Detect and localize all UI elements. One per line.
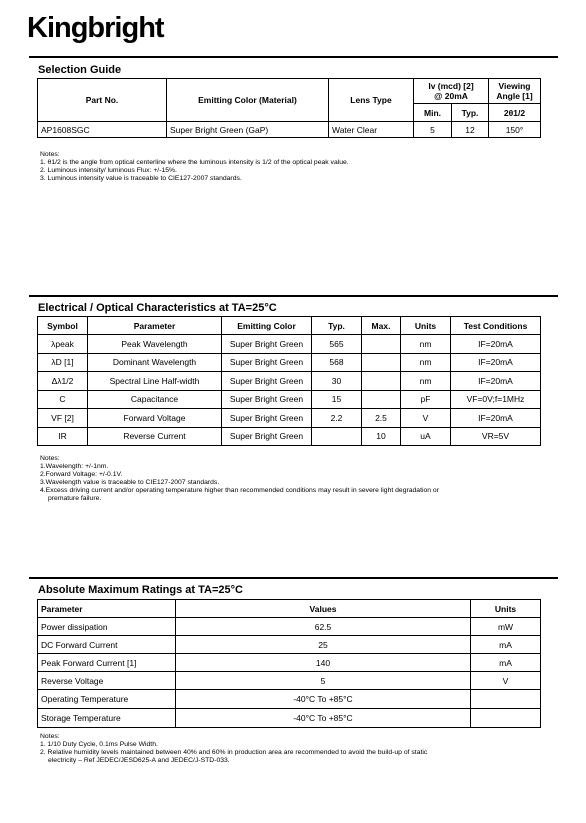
- cell-test-condition: IF=20mA: [451, 353, 541, 372]
- cell-symbol: Δλ1/2: [38, 372, 88, 391]
- table-row: [38, 654, 541, 672]
- cell-test-condition: VR=5V: [451, 427, 541, 446]
- table-row: [38, 427, 541, 446]
- note-line: electricity – Ref JEDEC/JESD625-A and JEDEC/J-STD-033.: [48, 757, 230, 764]
- header-typ: Typ.: [452, 104, 489, 122]
- absolute-title: Absolute Maximum Ratings at TA=25°C: [38, 584, 243, 596]
- cell-parameter: Peak Wavelength: [88, 335, 222, 354]
- note-line: 3.Wavelength value is traceable to CIE127-2007 standards.: [40, 479, 220, 486]
- cell-typ: 565: [312, 335, 362, 354]
- cell-parameter: Dominant Wavelength: [88, 353, 222, 372]
- selection-guide-notes: [40, 151, 349, 183]
- cell-units: mW: [471, 618, 541, 636]
- cell-value: -40°C To +85°C: [176, 690, 471, 709]
- header-iv-condition: @ 20mA: [434, 91, 468, 101]
- cell-typ: 15: [312, 390, 362, 409]
- table-row: [38, 672, 541, 690]
- cell-units: V: [471, 672, 541, 690]
- note-line: Notes:: [40, 455, 60, 462]
- electrical-notes: [40, 455, 439, 503]
- cell-max: [362, 372, 401, 391]
- cell-units: uA: [401, 427, 451, 446]
- cell-parameter: Storage Temperature: [38, 709, 176, 728]
- cell-symbol: λpeak: [38, 335, 88, 354]
- cell-typ: [312, 427, 362, 446]
- cell-value: 5: [176, 672, 471, 690]
- cell-color: Super Bright Green (GaP): [167, 122, 329, 138]
- cell-value: 140: [176, 654, 471, 672]
- header-parameter: Parameter: [38, 600, 176, 618]
- cell-parameter: Capacitance: [88, 390, 222, 409]
- absolute-notes: [40, 733, 427, 765]
- table-row: [38, 709, 541, 728]
- cell-units: V: [401, 409, 451, 428]
- note-line: Notes:: [40, 733, 60, 740]
- cell-units: nm: [401, 372, 451, 391]
- header-iv: [414, 79, 489, 104]
- cell-typ: 2.2: [312, 409, 362, 428]
- cell-lens: Water Clear: [329, 122, 414, 138]
- header-lens-type: Lens Type: [329, 79, 414, 122]
- cell-value: -40°C To +85°C: [176, 709, 471, 728]
- cell-typ: 568: [312, 353, 362, 372]
- header-units: Units: [401, 317, 451, 335]
- cell-units: nm: [401, 353, 451, 372]
- cell-parameter: Power dissipation: [38, 618, 176, 636]
- header-angle-label: Angle [1]: [496, 91, 533, 101]
- electrical-top-rule: [29, 295, 558, 297]
- table-row: [38, 618, 541, 636]
- header-typ: Typ.: [312, 317, 362, 335]
- table-row: [38, 390, 541, 409]
- electrical-title: Electrical / Optical Characteristics at TA=25°C: [38, 302, 277, 314]
- cell-units: mA: [471, 636, 541, 654]
- selection-guide-title: Selection Guide: [38, 64, 122, 76]
- cell-emitting-color: Super Bright Green: [222, 427, 312, 446]
- header-part-no: Part No.: [38, 79, 167, 122]
- cell-value: 25: [176, 636, 471, 654]
- cell-emitting-color: Super Bright Green: [222, 372, 312, 391]
- cell-value: 62.5: [176, 618, 471, 636]
- absolute-table: [37, 599, 541, 728]
- header-max: Max.: [362, 317, 401, 335]
- cell-parameter: Reverse Current: [88, 427, 222, 446]
- cell-symbol: λD [1]: [38, 353, 88, 372]
- note-line: 1. 1/10 Duty Cycle, 0.1ms Pulse Width.: [40, 741, 158, 748]
- header-symbol: Symbol: [38, 317, 88, 335]
- brand-logo: Kingbright: [27, 12, 164, 44]
- cell-typ: 30: [312, 372, 362, 391]
- header-emitting-color: Emitting Color: [222, 317, 312, 335]
- cell-symbol: VF [2]: [38, 409, 88, 428]
- cell-max: 2.5: [362, 409, 401, 428]
- cell-emitting-color: Super Bright Green: [222, 353, 312, 372]
- cell-max: [362, 335, 401, 354]
- cell-test-condition: IF=20mA: [451, 409, 541, 428]
- electrical-table: [37, 316, 541, 446]
- header-units: Units: [471, 600, 541, 618]
- cell-parameter: Operating Temperature: [38, 690, 176, 709]
- cell-symbol: IR: [38, 427, 88, 446]
- cell-emitting-color: Super Bright Green: [222, 409, 312, 428]
- table-row: [38, 335, 541, 354]
- header-emitting-color: Emitting Color (Material): [167, 79, 329, 122]
- cell-test-condition: IF=20mA: [451, 335, 541, 354]
- note-line: 4.Excess driving current and/or operating temperature higher than recommended conditions may result in severe light degradation or: [40, 487, 439, 494]
- cell-test-condition: VF=0V;f=1MHz: [451, 390, 541, 409]
- cell-units: pF: [401, 390, 451, 409]
- header-iv-label: Iv (mcd) [2]: [428, 81, 474, 91]
- header-viewing-angle: [489, 79, 541, 104]
- cell-units: nm: [401, 335, 451, 354]
- absolute-top-rule: [29, 577, 558, 579]
- note-line: 2. Relative humidity levels maintained between 40% and 60% in production area are recommended to avoid the build-up of static: [40, 749, 428, 756]
- cell-angle: 150°: [489, 122, 541, 138]
- note-line: Notes:: [40, 151, 60, 158]
- cell-max: 10: [362, 427, 401, 446]
- cell-units: [471, 709, 541, 728]
- cell-test-condition: IF=20mA: [451, 372, 541, 391]
- cell-parameter: Peak Forward Current [1]: [38, 654, 176, 672]
- cell-symbol: C: [38, 390, 88, 409]
- table-row: [38, 636, 541, 654]
- note-line: 3. Luminous intensity value is traceable to CIE127-2007 standards.: [40, 175, 242, 182]
- cell-max: [362, 390, 401, 409]
- cell-parameter: Reverse Voltage: [38, 672, 176, 690]
- table-row: [38, 409, 541, 428]
- cell-max: [362, 353, 401, 372]
- table-row: [38, 122, 541, 138]
- cell-parameter: DC Forward Current: [38, 636, 176, 654]
- cell-emitting-color: Super Bright Green: [222, 390, 312, 409]
- cell-emitting-color: Super Bright Green: [222, 335, 312, 354]
- cell-parameter: Spectral Line Half-width: [88, 372, 222, 391]
- table-row: [38, 690, 541, 709]
- header-test-conditions: Test Conditions: [451, 317, 541, 335]
- header-values: Values: [176, 600, 471, 618]
- cell-units: [471, 690, 541, 709]
- cell-min: 5: [414, 122, 452, 138]
- selection-guide-top-rule: [29, 56, 558, 58]
- table-row: [38, 372, 541, 391]
- table-row: [38, 353, 541, 372]
- header-theta: 2θ1/2: [489, 104, 541, 122]
- cell-typ: 12: [452, 122, 489, 138]
- cell-part-no: AP1608SGC: [38, 122, 167, 138]
- selection-guide-table: [37, 78, 541, 138]
- header-parameter: Parameter: [88, 317, 222, 335]
- note-line: 2.Forward Voltage: +/-0.1V.: [40, 471, 123, 478]
- header-min: Min.: [414, 104, 452, 122]
- note-line: 1. θ1/2 is the angle from optical centerline where the luminous intensity is 1/2 of the optical peak value.: [40, 159, 349, 166]
- cell-units: mA: [471, 654, 541, 672]
- note-line: 1.Wavelength: +/-1nm.: [40, 463, 109, 470]
- cell-parameter: Forward Voltage: [88, 409, 222, 428]
- note-line: premature failure.: [48, 495, 102, 502]
- note-line: 2. Luminous intensity/ luminous Flux: +/-15%.: [40, 167, 177, 174]
- header-viewing-label: Viewing: [498, 81, 531, 91]
